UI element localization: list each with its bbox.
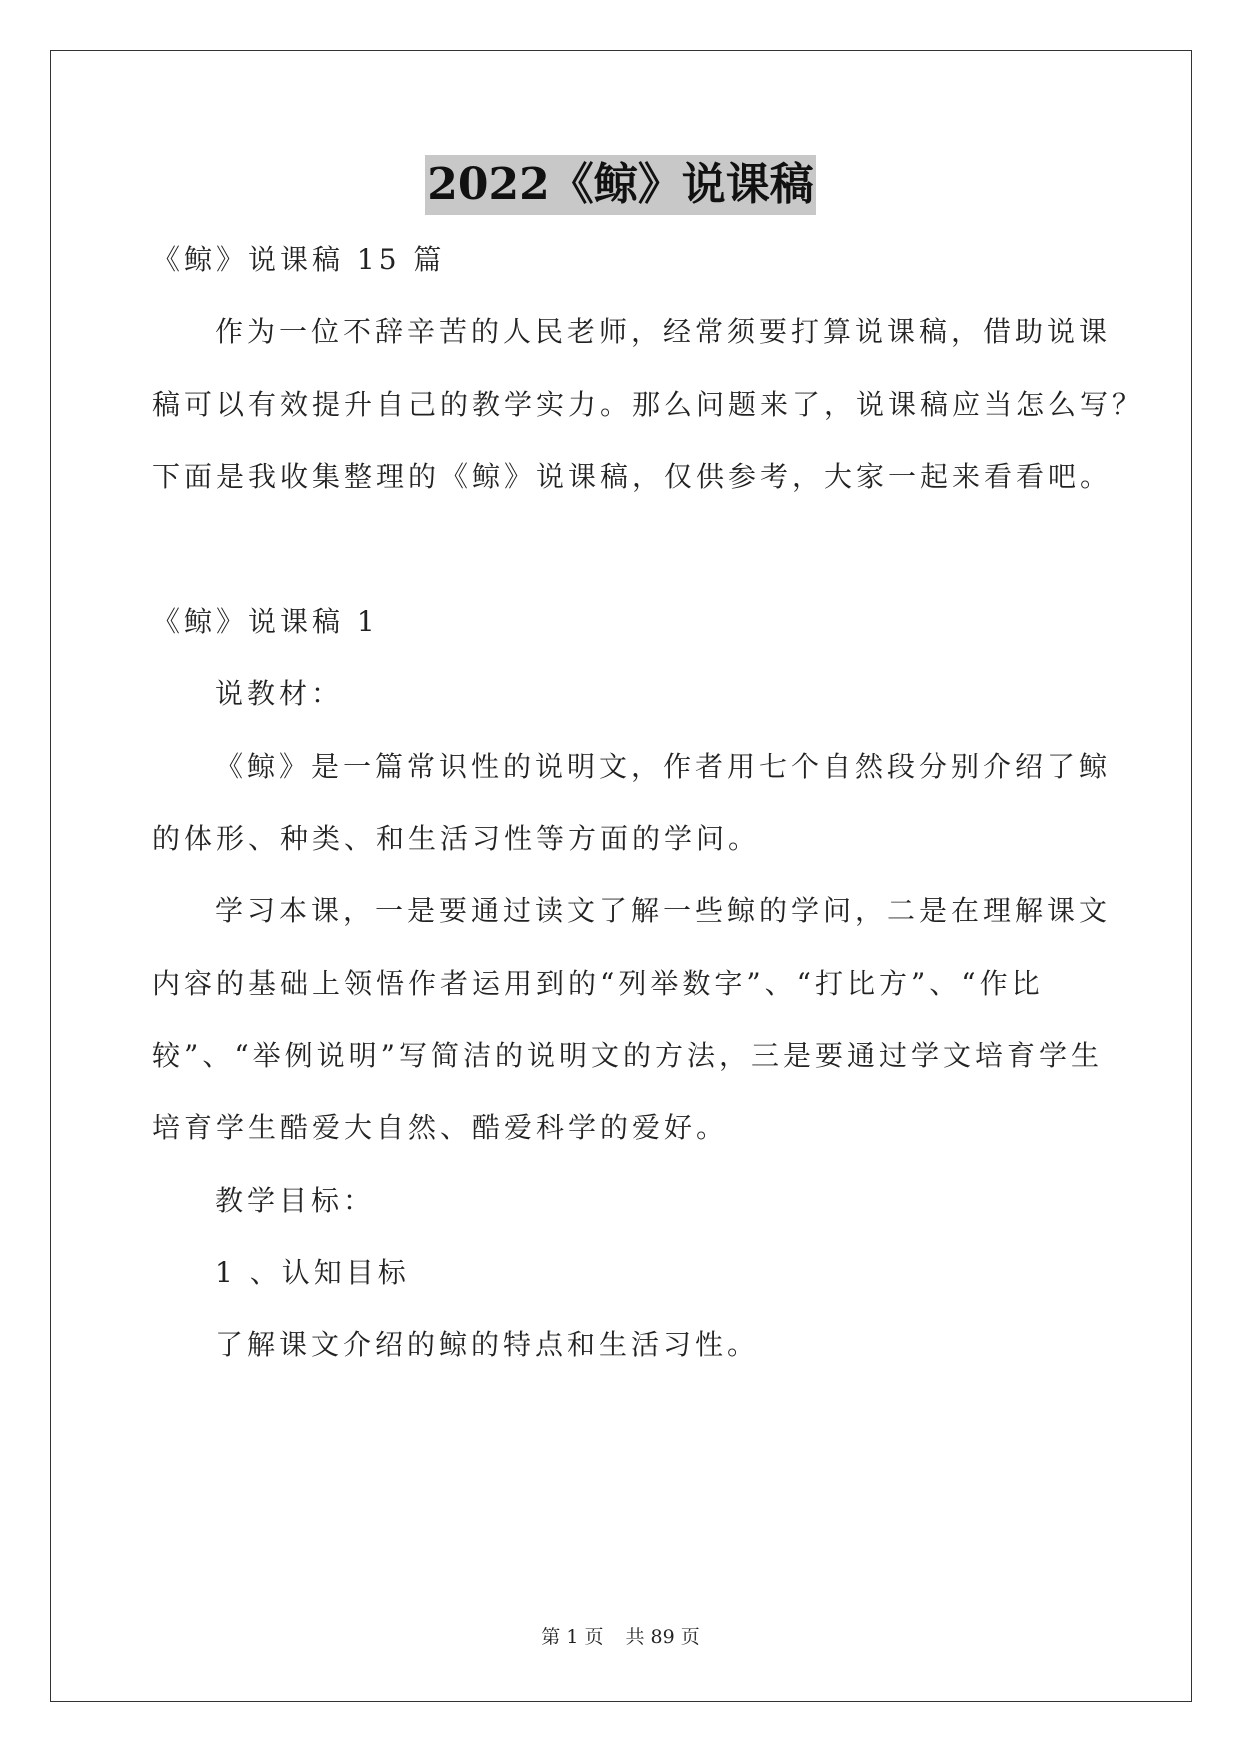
page-footer [0, 1622, 1241, 1649]
paragraph-line: 下面是我收集整理的《鲸》说课稿，仅供参考，大家一起来看看吧。 [152, 460, 1113, 493]
page-total: 共 89 页 [625, 1626, 700, 1648]
paragraph-line: 作为一位不辞辛苦的人民老师，经常须要打算说课稿，借助说课 [215, 315, 1112, 348]
document-title: 2022《鲸》说课稿 [425, 155, 815, 215]
paragraph-line: 说教材： [215, 677, 344, 710]
paragraph-line: 稿可以有效提升自己的教学实力。那么问题来了，说课稿应当怎么写？ [152, 388, 1145, 421]
paragraph-line: 了解课文介绍的鲸的特点和生活习性。 [215, 1328, 760, 1361]
paragraph-line: 学习本课，一是要通过读文了解一些鲸的学问，二是在理解课文 [215, 894, 1112, 927]
paragraph-line: 培育学生酷爱大自然、酷爱科学的爱好。 [152, 1111, 729, 1144]
paragraph-line: 1 、认知目标 [215, 1256, 410, 1289]
page-number: 第 1 页 [541, 1626, 604, 1648]
section-heading: 《鲸》说课稿 1 [152, 605, 379, 638]
paragraph-line: 教学目标： [215, 1184, 376, 1217]
paragraph-line: 《鲸》是一篇常识性的说明文，作者用七个自然段分别介绍了鲸 [215, 750, 1112, 783]
title-container [0, 155, 1241, 215]
paragraph-line: 较”、“举例说明”写简洁的说明文的方法，三是要通过学文培育学生 [152, 1039, 1103, 1072]
subtitle-line: 《鲸》说课稿 15 篇 [152, 243, 446, 276]
page-border [50, 50, 1192, 1702]
paragraph-line: 内容的基础上领悟作者运用到的“列举数字”、“打比方”、“作比 [152, 967, 1044, 1000]
paragraph-line: 的体形、种类、和生活习性等方面的学问。 [152, 822, 761, 855]
